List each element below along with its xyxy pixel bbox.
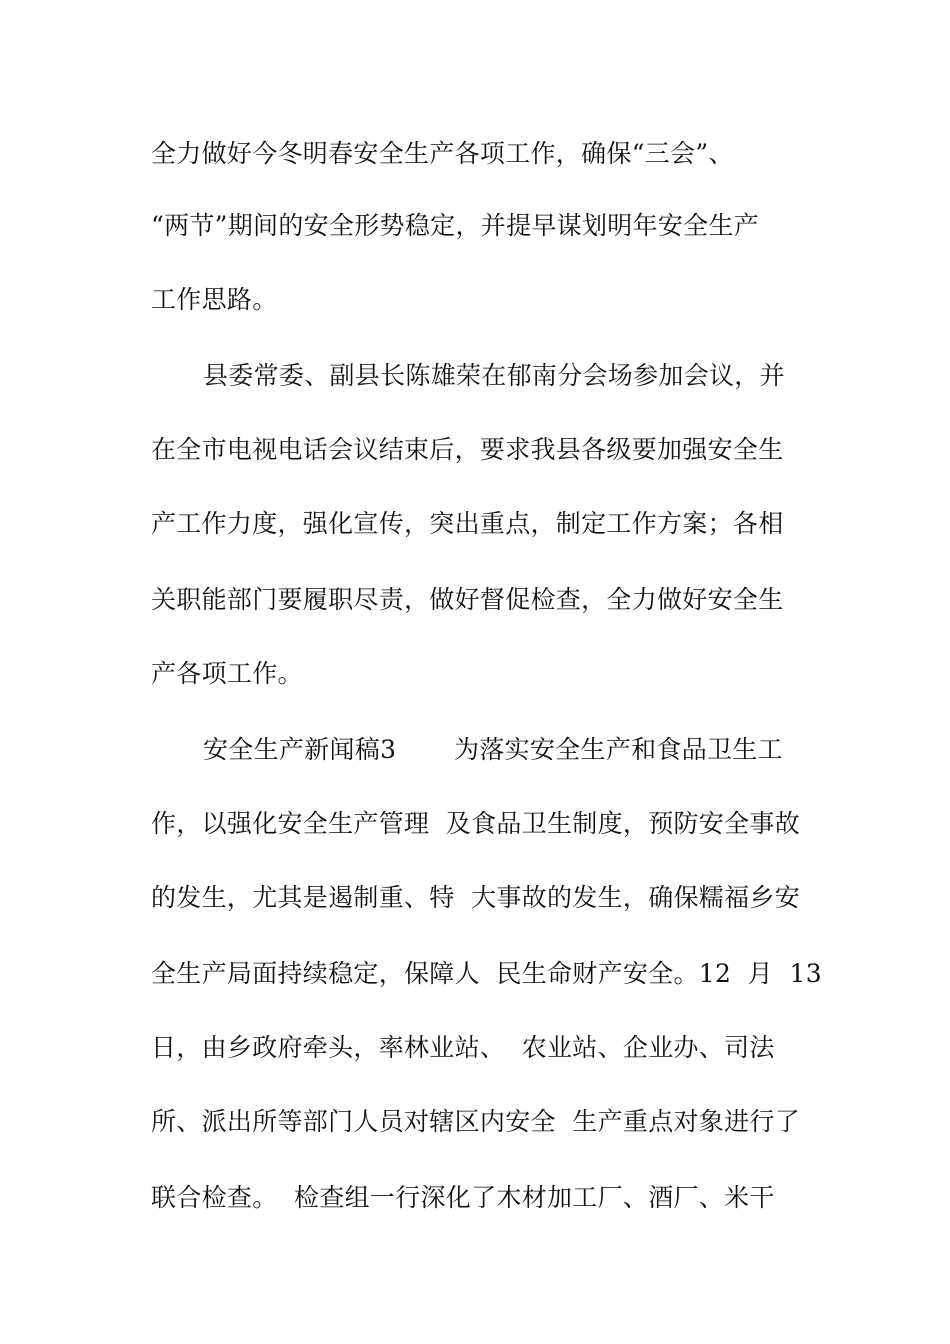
paragraph-line: 在全市电视电话会议结束后，要求我县各级要加强安全生 [151,435,784,464]
paragraph-line: 安全生产新闻稿3 为落实安全生产和食品卫生工 [203,735,783,764]
paragraph-line: 关职能部门要履职尽责，做好督促检查，全力做好安全生 [151,585,784,614]
paragraph-line: 全力做好今冬明春安全生产各项工作，确保“三会”、 [151,139,734,168]
paragraph-line: “两节”期间的安全形势稳定，并提早谋划明年安全生产 [151,211,760,240]
paragraph-line: 的发生，尤其是遏制重、特 大事故的发生，确保糯福乡安 [151,883,800,912]
paragraph-line: 产各项工作。 [151,659,303,688]
paragraph-line: 日，由乡政府牵头，率林业站、 农业站、企业办、司法 [151,1033,775,1062]
paragraph-line: 联合检查。 检查组一行深化了木材加工厂、酒厂、米干 [151,1183,775,1212]
paragraph-line: 所、派出所等部门人员对辖区内安全 生产重点对象进行了 [151,1107,800,1136]
paragraph-line: 产工作力度，强化宣传，突出重点，制定工作方案；各相 [151,509,784,538]
paragraph-line: 工作思路。 [151,285,278,314]
paragraph-line: 作，以强化安全生产管理 及食品卫生制度，预防安全事故 [151,809,800,838]
paragraph-line: 县委常委、副县长陈雄荣在郁南分会场参加会议，并 [203,361,785,390]
paragraph-line: 全生产局面持续稳定，保障人 民生命财产安全。12 月 13 [151,959,822,988]
